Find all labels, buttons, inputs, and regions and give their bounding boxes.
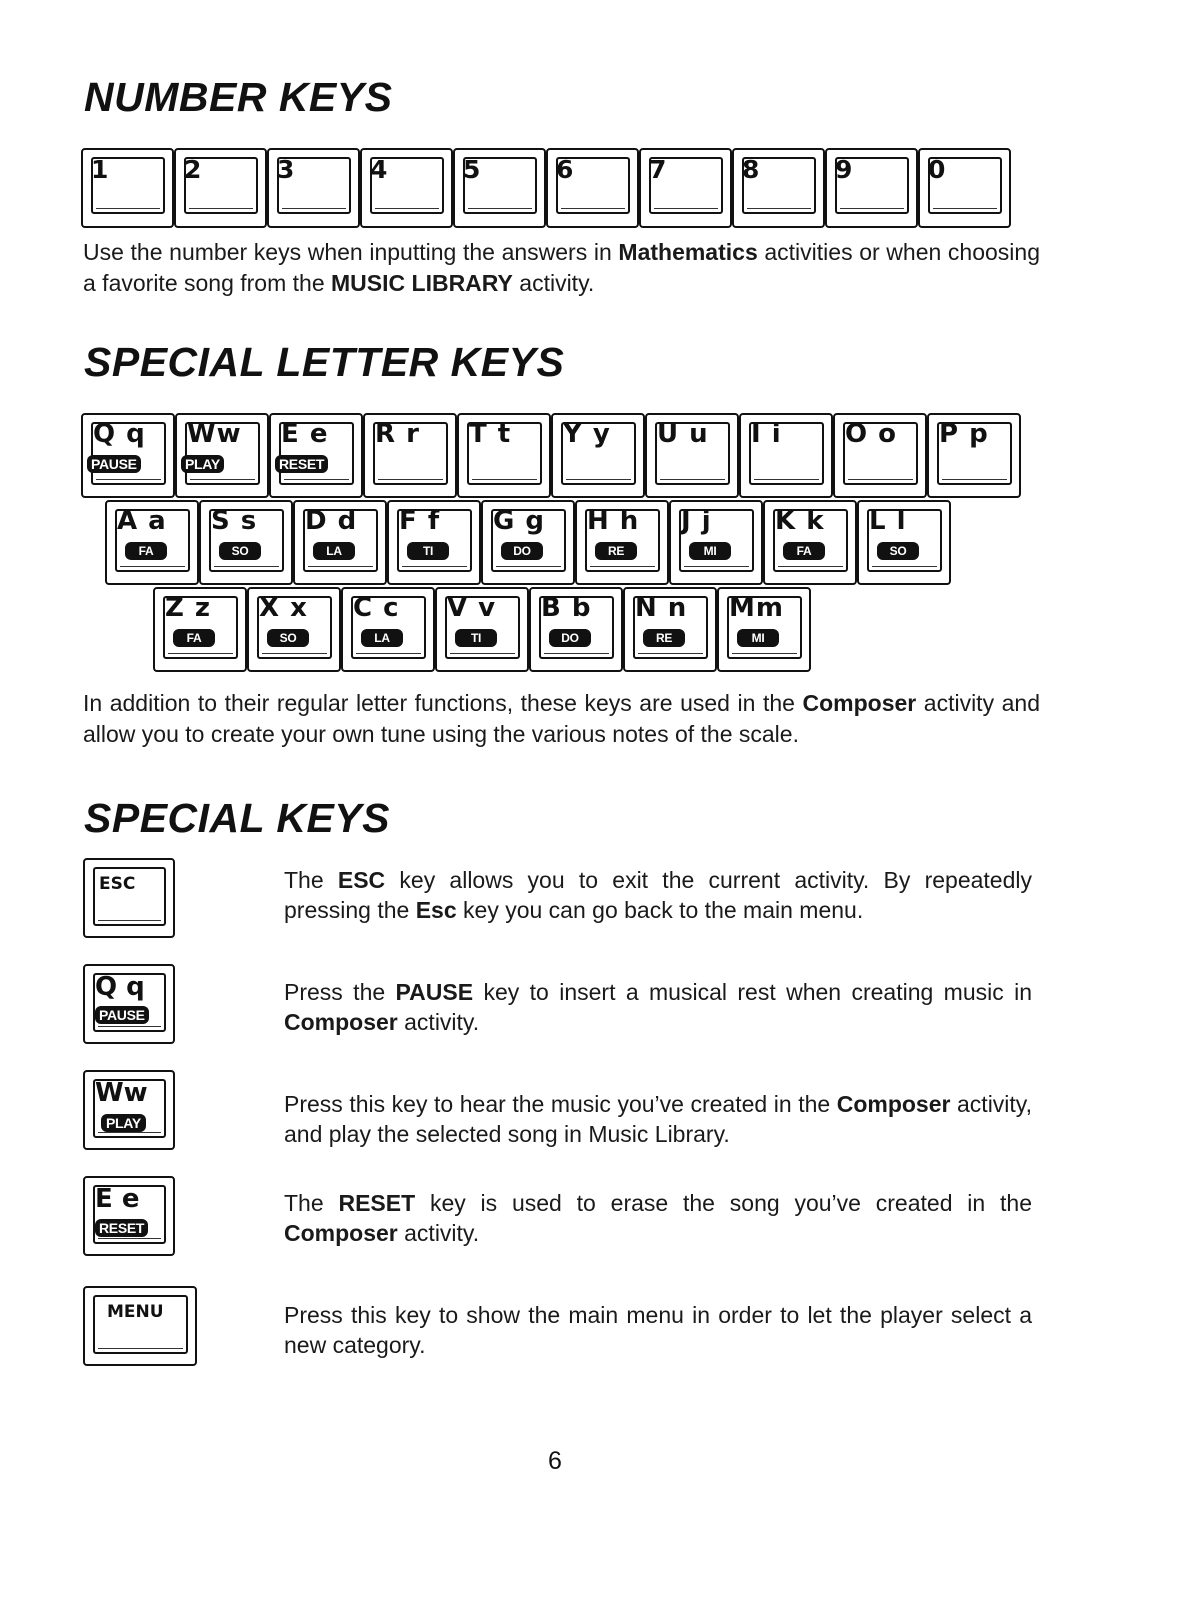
letter-key-label: N n xyxy=(635,593,688,623)
letter-keys-row-1 xyxy=(81,413,1021,498)
play-key-description: Press this key to hear the music you’ve created in the Composer activity, and play the selected song in Music Library. xyxy=(284,1091,1032,1147)
note-badge: TI xyxy=(407,542,449,560)
number-key-1 xyxy=(174,148,267,228)
letter-key xyxy=(175,413,269,498)
number-keys-heading: NUMBER KEYS xyxy=(84,74,393,120)
letter-key-label: H h xyxy=(587,506,640,536)
letter-key-label: A a xyxy=(117,506,167,536)
letter-key-label: L l xyxy=(869,506,907,536)
note-badge: MI xyxy=(737,629,779,647)
letter-key xyxy=(575,500,669,585)
letter-key-label: J j xyxy=(681,506,712,536)
play-key xyxy=(83,1070,175,1150)
letter-key-label: S s xyxy=(211,506,258,536)
esc-key-description: The ESC key allows you to exit the current activity. By repeatedly pressing the Esc key you can go back to the main menu. xyxy=(284,867,1032,923)
reset-badge: RESET xyxy=(95,1219,148,1237)
number-key-label: 8 xyxy=(742,155,760,184)
note-badge: RE xyxy=(595,542,637,560)
letter-key-label: Q q xyxy=(93,419,146,449)
menu-key xyxy=(83,1286,197,1366)
letter-key xyxy=(645,413,739,498)
letter-key xyxy=(387,500,481,585)
letter-keys-row-3 xyxy=(153,587,811,672)
play-badge: PLAY xyxy=(101,1114,146,1132)
letter-key xyxy=(105,500,199,585)
note-badge: RE xyxy=(643,629,685,647)
esc-key-label: ESC xyxy=(99,874,136,894)
pause-key-description: Press the PAUSE key to insert a musical rest when creating music in Composer activity. xyxy=(284,979,1033,1035)
number-key-label: 4 xyxy=(370,155,388,184)
note-badge: LA xyxy=(361,629,403,647)
pause-key-label: Q q xyxy=(95,972,145,1002)
note-badge: FA xyxy=(173,629,215,647)
pause-key xyxy=(83,964,175,1044)
menu-key-label: MENU xyxy=(107,1302,164,1322)
number-key-label: 3 xyxy=(277,155,295,184)
letter-key xyxy=(247,587,341,672)
note-badge: PLAY xyxy=(181,455,224,473)
number-key-2 xyxy=(267,148,360,228)
special-keys-heading: SPECIAL KEYS xyxy=(84,795,390,841)
number-key-label: 5 xyxy=(463,155,481,184)
letter-key-label: P p xyxy=(939,419,989,449)
letter-key-label: D d xyxy=(305,506,358,536)
number-key-4 xyxy=(453,148,546,228)
letter-key xyxy=(81,413,175,498)
letter-key-label: X x xyxy=(259,593,308,623)
special-letter-keys-description: In addition to their regular letter functions, these keys are used in the Composer activity and allow you to create your own tune using the various notes of the scale. xyxy=(83,690,1040,747)
letter-key xyxy=(717,587,811,672)
letter-key xyxy=(927,413,1021,498)
number-keys-description: Use the number keys when inputting the answers in Mathematics activities or when choosing a favorite song from the MUSIC LIBRARY activity. xyxy=(83,239,1040,296)
letter-key xyxy=(669,500,763,585)
number-key-0 xyxy=(81,148,174,228)
number-keys-row xyxy=(81,148,1011,228)
letter-key-label: E e xyxy=(281,419,329,449)
note-badge: FA xyxy=(783,542,825,560)
letter-key-label: T t xyxy=(469,419,512,449)
play-key-label: Ww xyxy=(95,1078,148,1108)
number-key-8 xyxy=(825,148,918,228)
pause-badge: PAUSE xyxy=(95,1006,149,1024)
note-badge: DO xyxy=(501,542,543,560)
page-number: 6 xyxy=(548,1447,562,1475)
letter-key xyxy=(623,587,717,672)
letter-key-label: Mm xyxy=(729,593,784,623)
letter-key xyxy=(293,500,387,585)
letter-key xyxy=(833,413,927,498)
letter-key xyxy=(435,587,529,672)
note-badge: DO xyxy=(549,629,591,647)
number-key-9 xyxy=(918,148,1011,228)
letter-key xyxy=(551,413,645,498)
letter-key-label: C c xyxy=(353,593,400,623)
reset-key-label: E e xyxy=(95,1184,140,1214)
letter-key xyxy=(739,413,833,498)
note-badge: MI xyxy=(689,542,731,560)
number-key-3 xyxy=(360,148,453,228)
note-badge: TI xyxy=(455,629,497,647)
letter-key-label: U u xyxy=(657,419,709,449)
letter-key-label: R r xyxy=(375,419,420,449)
reset-key xyxy=(83,1176,175,1256)
note-badge: SO xyxy=(267,629,309,647)
letter-key xyxy=(153,587,247,672)
number-key-label: 6 xyxy=(556,155,574,184)
letter-key xyxy=(481,500,575,585)
letter-key-label: B b xyxy=(541,593,592,623)
letter-key xyxy=(269,413,363,498)
letter-key-label: Z z xyxy=(165,593,212,623)
letter-key-label: V v xyxy=(447,593,497,623)
number-key-label: 1 xyxy=(91,155,109,184)
number-key-label: 9 xyxy=(835,155,853,184)
letter-key xyxy=(529,587,623,672)
note-badge: LA xyxy=(313,542,355,560)
number-key-label: 2 xyxy=(184,155,202,184)
number-key-7 xyxy=(732,148,825,228)
number-key-label: 7 xyxy=(649,155,667,184)
letter-key xyxy=(857,500,951,585)
note-badge: SO xyxy=(877,542,919,560)
note-badge: RESET xyxy=(275,455,328,473)
letter-keys-row-2 xyxy=(105,500,951,585)
note-badge: SO xyxy=(219,542,261,560)
letter-key-label: F f xyxy=(399,506,441,536)
number-key-6 xyxy=(639,148,732,228)
esc-key xyxy=(83,858,175,938)
letter-key-label: O o xyxy=(845,419,898,449)
number-key-5 xyxy=(546,148,639,228)
letter-key xyxy=(457,413,551,498)
menu-key-description: Press this key to show the main menu in order to let the player select a new category. xyxy=(284,1302,1032,1358)
letter-key xyxy=(341,587,435,672)
letter-key-label: K k xyxy=(775,506,825,536)
letter-key xyxy=(199,500,293,585)
letter-key-label: Ww xyxy=(187,419,242,449)
letter-key xyxy=(363,413,457,498)
letter-key xyxy=(763,500,857,585)
note-badge: PAUSE xyxy=(87,455,141,473)
number-key-label: 0 xyxy=(928,155,946,184)
letter-key-label: I i xyxy=(751,419,782,449)
note-badge: FA xyxy=(125,542,167,560)
special-letter-keys-heading: SPECIAL LETTER KEYS xyxy=(84,339,565,385)
letter-key-label: G g xyxy=(493,506,546,536)
reset-key-description: The RESET key is used to erase the song you’ve created in the Composer activity. xyxy=(284,1190,1032,1246)
letter-key-label: Y y xyxy=(563,419,611,449)
